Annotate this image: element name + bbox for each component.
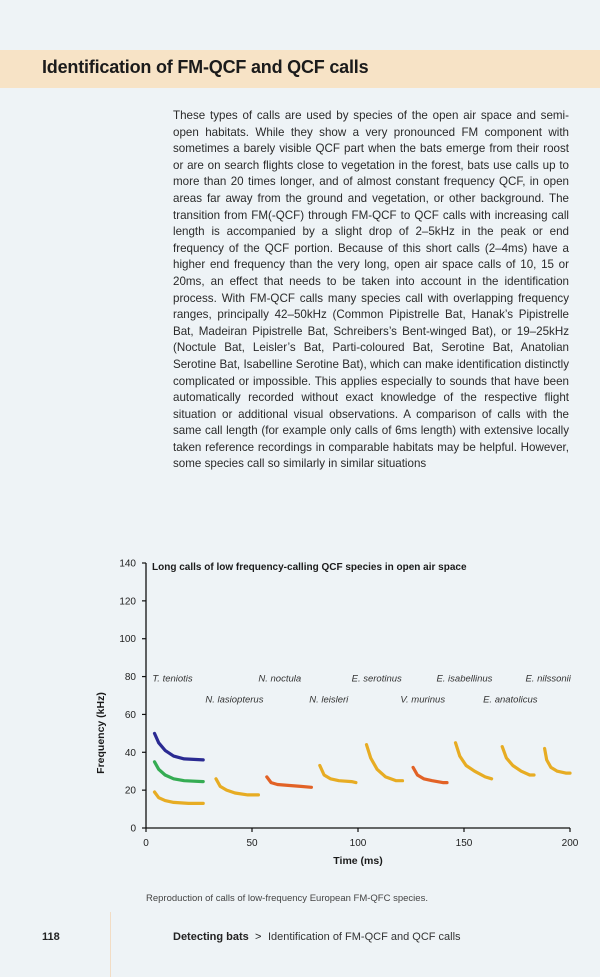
species-label: T. teniotis [152, 673, 193, 685]
species-label: N. lasiopterus [205, 694, 264, 706]
species-label: N. noctula [258, 673, 302, 685]
footer-section: Detecting bats [173, 931, 249, 943]
species-label: N. leisleri [309, 694, 349, 706]
x-tick-label: 0 [143, 838, 149, 849]
figure-caption: Reproduction of calls of low-frequency European FM-QFC species. [146, 893, 428, 904]
x-tick-label: 50 [246, 838, 258, 849]
call-trace [413, 767, 447, 782]
species-label: E. isabellinus [436, 673, 493, 685]
page-title: Identification of FM-QCF and QCF calls [42, 57, 369, 77]
call-trace [155, 762, 204, 782]
species-label: E. serotinus [351, 673, 402, 685]
call-trace [216, 779, 258, 795]
x-tick-label: 200 [561, 838, 579, 849]
x-tick-label: 150 [455, 838, 473, 849]
y-tick-label: 60 [124, 709, 136, 721]
call-frequency-chart [0, 548, 600, 873]
chart-series [155, 733, 571, 803]
y-tick-label: 140 [119, 558, 136, 570]
footer-separator: > [255, 931, 262, 943]
footer-subsection: Identification of FM-QCF and QCF calls [268, 931, 461, 943]
x-axis-label: Time (ms) [333, 855, 383, 867]
y-tick-label: 0 [130, 823, 136, 835]
species-label: E. nilssonii [525, 673, 571, 685]
body-paragraph: These types of calls are used by species of the open air space and semi-open habitats. While they show a very pronounced FM component with sometimes a barely visible QCF part when the bats emerge from their roost or are on search flights close to vegetation in the forest, bats use calls up to more than 20 times longer, and of almost constant frequency QCF, in open areas far away from the ground and vegetation, or other background. The transition from FM(-QCF) through FM-QCF to QCF calls with increasing call length is accompanied by a slight drop of 2–5kHz in the peak or end frequency of the QCF portion. Because of this short calls (2–4ms) have a higher end frequency than the very long, open air space calls of 10, 15 or 20ms, an effect that needs to be taken into account in the identification process. With FM-QCF calls many species call with overlapping frequency ranges, principally 42–50kHz (Common Pipistrelle Bat, Hanak’s Pipistrelle Bat, Madeiran Pipistrelle Bat, Schreibers’s Bent-winged Bat), or 19–25kHz (Noctule Bat, Leisler’s Bat, Parti-coloured Bat, Serotine Bat, Anatolian Serotine Bat, Isabelline Serotine Bat), which can make identification distinctly complicated or impossible. This applies especially to sounds that have been automatically recorded without exact knowledge of the respective flight situation or additional visual observations. A comparison of calls with the same call length (for example only calls of 6ms length) with extensive locally taken reference recordings in comparable habitats may be helpful. However, some species call so similarly in similar situations [173, 109, 569, 471]
y-tick-label: 120 [119, 596, 136, 608]
page-number: 118 [42, 931, 60, 943]
y-axis-label: Frequency (kHz) [95, 692, 107, 774]
chart-annotations [152, 673, 571, 705]
call-trace [267, 777, 312, 787]
call-trace [155, 733, 204, 760]
call-trace [367, 745, 403, 781]
y-tick-label: 80 [124, 672, 136, 684]
chart-title: Long calls of low frequency-calling QCF species in open air space [152, 562, 467, 573]
y-tick-label: 20 [124, 785, 136, 797]
call-trace [502, 747, 534, 775]
call-trace [545, 749, 570, 774]
footer-divider [110, 912, 111, 977]
call-trace [456, 743, 492, 779]
call-trace [155, 792, 204, 803]
y-tick-label: 40 [124, 747, 136, 759]
call-trace [320, 766, 356, 783]
y-tick-label: 100 [119, 634, 136, 646]
species-label: V. murinus [400, 694, 446, 706]
x-tick-label: 100 [349, 838, 367, 849]
species-label: E. anatolicus [483, 694, 538, 706]
